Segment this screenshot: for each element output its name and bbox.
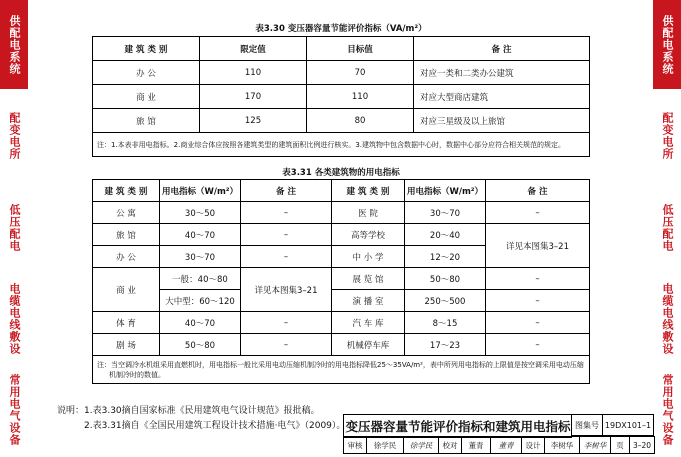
cell: 30～50: [160, 202, 241, 224]
col-power-index-2: 用电指标（W/m²）: [405, 180, 486, 202]
cell: 20～40: [405, 224, 486, 246]
tab-cable-laying[interactable]: 电缆电线敷设: [0, 274, 28, 365]
atlas-number: 19DX101–1: [602, 414, 654, 436]
tab-common-equipment[interactable]: 常用电气设备: [0, 366, 28, 457]
col-building-type: 建 筑 类 别: [93, 37, 200, 61]
cell: –: [241, 312, 332, 334]
cell: 高等学校: [332, 224, 405, 246]
cell: 40～70: [160, 312, 241, 334]
cell: –: [486, 202, 590, 224]
tab-common-equipment-right[interactable]: 常用电气设备: [653, 366, 681, 457]
table-row: [93, 334, 590, 356]
notes-line1: 1.表3.30摘自国家标准《民用建筑电气设计规范》报批稿。: [84, 406, 320, 416]
table2-note-line1: 注：当空调冷水机组采用直燃机时，用电指标一般比采用电动压缩机制冷时的用电指标降低25～35VA/m²，表中所列用电指标的上限值是按空调采用电动压缩: [97, 360, 584, 369]
cell: 50～80: [160, 334, 241, 356]
notes-label: 说明：: [57, 406, 85, 416]
tab-power-supply[interactable]: 供配电系统: [0, 0, 28, 91]
drawing-title: 变压器容量节能评价指标和建筑用电指标: [343, 414, 572, 438]
cell: 大中型：60～120: [160, 290, 241, 312]
cell: –: [241, 334, 332, 356]
checker-signature: 董青: [491, 437, 522, 453]
right-section-tabs: [653, 0, 681, 457]
tab-low-voltage-right[interactable]: 低压配电: [653, 183, 681, 274]
cell: 机械停车库: [332, 334, 405, 356]
table-row: [93, 202, 590, 224]
table-row: [93, 290, 590, 312]
cell: 剧 场: [93, 334, 160, 356]
table-header-row: [93, 37, 590, 61]
check-label: 校对: [439, 437, 462, 453]
table-header-row: [93, 180, 590, 202]
col-target-value: 目标值: [307, 37, 414, 61]
cell: 汽 车 库: [332, 312, 405, 334]
table-row: [93, 224, 590, 246]
review-label: 审核: [344, 437, 367, 453]
cell: 对应一类和二类办公建筑: [414, 61, 590, 85]
table-row: [93, 109, 590, 133]
cell: 演 播 室: [332, 290, 405, 312]
col-remark: 备 注: [414, 37, 590, 61]
table-row: [93, 268, 590, 290]
cell: 详见本图集3–21: [241, 268, 332, 312]
tab-power-supply-right[interactable]: 供配电系统: [653, 0, 681, 91]
cell: 旅 馆: [93, 224, 160, 246]
table-row: [93, 61, 590, 85]
col-limit-value: 限定值: [200, 37, 307, 61]
cell: –: [241, 202, 332, 224]
cell: 110: [307, 85, 414, 109]
title-block: [343, 414, 653, 454]
col-remark: 备 注: [241, 180, 332, 202]
cell: –: [486, 290, 590, 312]
tab-cable-laying-right[interactable]: 电缆电线敷设: [653, 274, 681, 365]
designer-name: 李树华: [545, 437, 580, 453]
cell: –: [241, 246, 332, 268]
cell: 40～70: [160, 224, 241, 246]
cell: 对应三星级及以上旅馆: [414, 109, 590, 133]
checker-name: 董青: [462, 437, 491, 453]
cell: 详见本图集3–21: [486, 224, 590, 268]
cell: 中 小 学: [332, 246, 405, 268]
cell: 体 育: [93, 312, 160, 334]
table2-caption: 表3.31 各类建筑物的用电指标: [282, 168, 400, 178]
table2-note: [93, 356, 590, 384]
tab-substation[interactable]: 配变电所: [0, 91, 28, 182]
cell: 110: [200, 61, 307, 85]
cell: 125: [200, 109, 307, 133]
notes-line2: 2.表3.31摘自《全国民用建筑工程设计技术措施·电气》（2009）。: [84, 421, 346, 431]
cell: 展 览 馆: [332, 268, 405, 290]
building-power-index-table: [92, 179, 590, 384]
cell: 一般：40～80: [160, 268, 241, 290]
design-label: 设计: [522, 437, 545, 453]
cell: 30～70: [160, 246, 241, 268]
tab-low-voltage[interactable]: 低压配电: [0, 183, 28, 274]
signature-row: [343, 436, 655, 454]
reviewer-signature: 徐学民: [404, 437, 439, 453]
page-number: 3–20: [632, 440, 652, 450]
table-row: [93, 312, 590, 334]
table-note-row: [93, 133, 590, 157]
cell: –: [486, 268, 590, 290]
cell: 170: [200, 85, 307, 109]
cell: 商 业: [93, 85, 200, 109]
cell: 250～500: [405, 290, 486, 312]
reviewer-name: 徐学民: [367, 437, 404, 453]
col-building-type-2: 建 筑 类 别: [332, 180, 405, 202]
cell: 医 院: [332, 202, 405, 224]
cell: 办 公: [93, 61, 200, 85]
table-note-row: [93, 356, 590, 384]
cell: 8～15: [405, 312, 486, 334]
cell: –: [241, 224, 332, 246]
cell: 公 寓: [93, 202, 160, 224]
cell: 17～23: [405, 334, 486, 356]
cell: 12～20: [405, 246, 486, 268]
page-label: 页: [611, 437, 630, 453]
cell: 30～70: [405, 202, 486, 224]
cell: 50～80: [405, 268, 486, 290]
tab-substation-right[interactable]: 配变电所: [653, 91, 681, 182]
transformer-capacity-table: [92, 36, 590, 157]
cell: 80: [307, 109, 414, 133]
col-remark-2: 备 注: [486, 180, 590, 202]
cell: 商 业: [93, 268, 160, 312]
cell: 对应大型商店建筑: [414, 85, 590, 109]
cell: 70: [307, 61, 414, 85]
explanatory-notes: [57, 404, 345, 434]
cell: –: [486, 334, 590, 356]
designer-signature: 李树华: [580, 437, 611, 453]
table-row: [93, 85, 590, 109]
cell: 办 公: [93, 246, 160, 268]
cell: 旅 馆: [93, 109, 200, 133]
left-section-tabs: [0, 0, 28, 457]
table2-note-line2: 机制冷时的数值。: [109, 370, 165, 379]
table1-caption: 表3.30 变压器容量节能评价指标（VA/m²）: [255, 24, 427, 34]
table1-note: 注：1.本表非用电指标。2.商业综合体应按照各建筑类型的建筑面积比例进行核实。3.建筑物中包含数据中心时，数据中心部分应符合相关规范的规定。: [93, 133, 590, 157]
atlas-label: 图集号: [571, 414, 603, 436]
col-building-type: 建 筑 类 别: [93, 180, 160, 202]
cell: –: [486, 312, 590, 334]
col-power-index: 用电指标（W/m²）: [160, 180, 241, 202]
